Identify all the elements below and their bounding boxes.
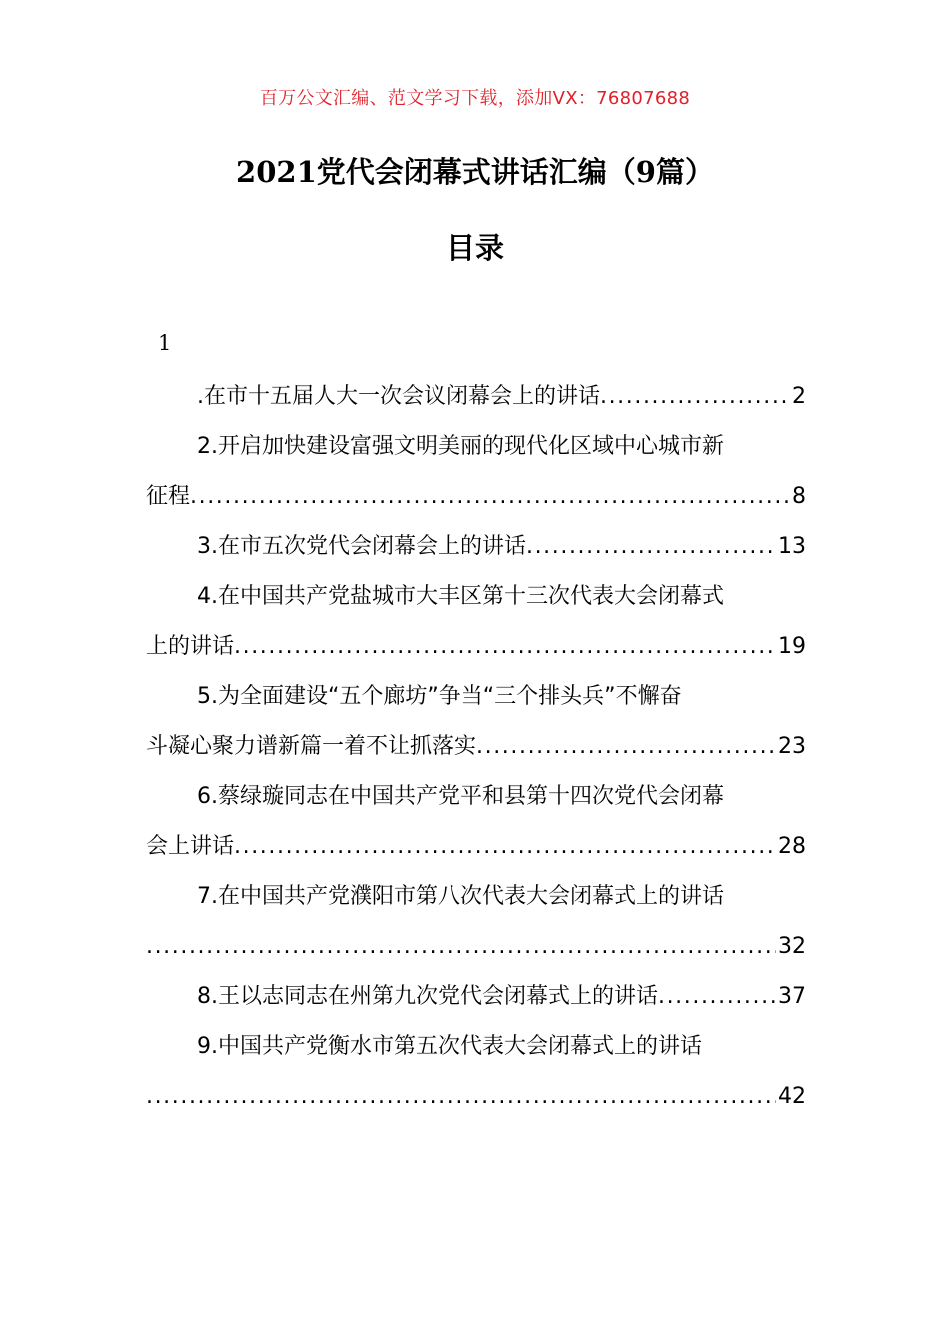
toc-item-title: 7.在中国共产党濮阳市第八次代表大会闭幕式上的讲话 [197, 884, 724, 909]
toc-leader-dots [600, 372, 790, 422]
toc-heading: 目录 [445, 231, 504, 265]
toc-item-title: .在市十五届人大一次会议闭幕会上的讲话 [197, 384, 600, 409]
toc-item-title: 4.在中国共产党盐城市大丰区第十三次代表大会闭幕式 [197, 584, 724, 609]
toc-item-1[interactable] [146, 372, 806, 422]
toc-page-number: 42 [778, 1084, 806, 1109]
toc-item-title-continued: 会上讲话 [146, 834, 235, 859]
toc-item-9[interactable] [146, 1022, 806, 1122]
toc-item-title: 2.开启加快建设富强文明美丽的现代化区域中心城市新 [197, 434, 724, 459]
toc-item-7[interactable] [146, 872, 806, 972]
toc-item-title: 9.中国共产党衡水市第五次代表大会闭幕式上的讲话 [197, 1034, 702, 1059]
toc-item-6[interactable] [146, 772, 806, 872]
toc-item-2[interactable] [146, 422, 806, 522]
toc-item-title: 8.王以志同志在州第九次党代会闭幕式上的讲话 [197, 984, 658, 1009]
watermark-text: 百万公文汇编、范文学习下载，添加VX：76807688 [259, 88, 691, 109]
toc-item-title: 3.在市五次党代会闭幕会上的讲话 [197, 534, 526, 559]
toc-item-title: 5.为全面建设“五个廊坊”争当“三个排头兵”不懈奋 [197, 684, 682, 709]
toc-item-title-continued: 征程 [146, 484, 191, 509]
toc-page-number: 32 [778, 934, 806, 959]
toc-page-number: 8 [792, 484, 806, 509]
toc-leader-dots [658, 972, 776, 1022]
toc-page-number: 2 [792, 384, 806, 409]
toc-item-3[interactable] [146, 522, 806, 572]
toc-leader-dots [190, 472, 790, 522]
toc-item-title-continued: 上的讲话 [146, 634, 235, 659]
document-title: 2021党代会闭幕式讲话汇编（9篇） [236, 155, 714, 189]
toc-item-5[interactable] [146, 672, 806, 772]
toc-page-number: 37 [778, 984, 806, 1009]
table-of-contents [146, 372, 806, 1122]
toc-leader-dots [146, 1072, 776, 1122]
toc-item-title: 6.蔡绿璇同志在中国共产党平和县第十四次党代会闭幕 [197, 784, 724, 809]
toc-leader-dots [234, 622, 776, 672]
toc-item-4[interactable] [146, 572, 806, 672]
toc-page-number: 13 [778, 534, 806, 559]
toc-page-number: 28 [778, 834, 806, 859]
toc-leader-dots [234, 822, 776, 872]
toc-leader-dots [526, 522, 776, 572]
toc-page-number: 19 [778, 634, 806, 659]
toc-leader-dots [476, 722, 776, 772]
list-marker: 1 [158, 331, 172, 355]
toc-leader-dots [146, 922, 776, 972]
toc-item-title-continued: 斗凝心聚力谱新篇一着不让抓落实 [146, 734, 477, 759]
toc-item-8[interactable] [146, 972, 806, 1022]
toc-page-number: 23 [778, 734, 806, 759]
